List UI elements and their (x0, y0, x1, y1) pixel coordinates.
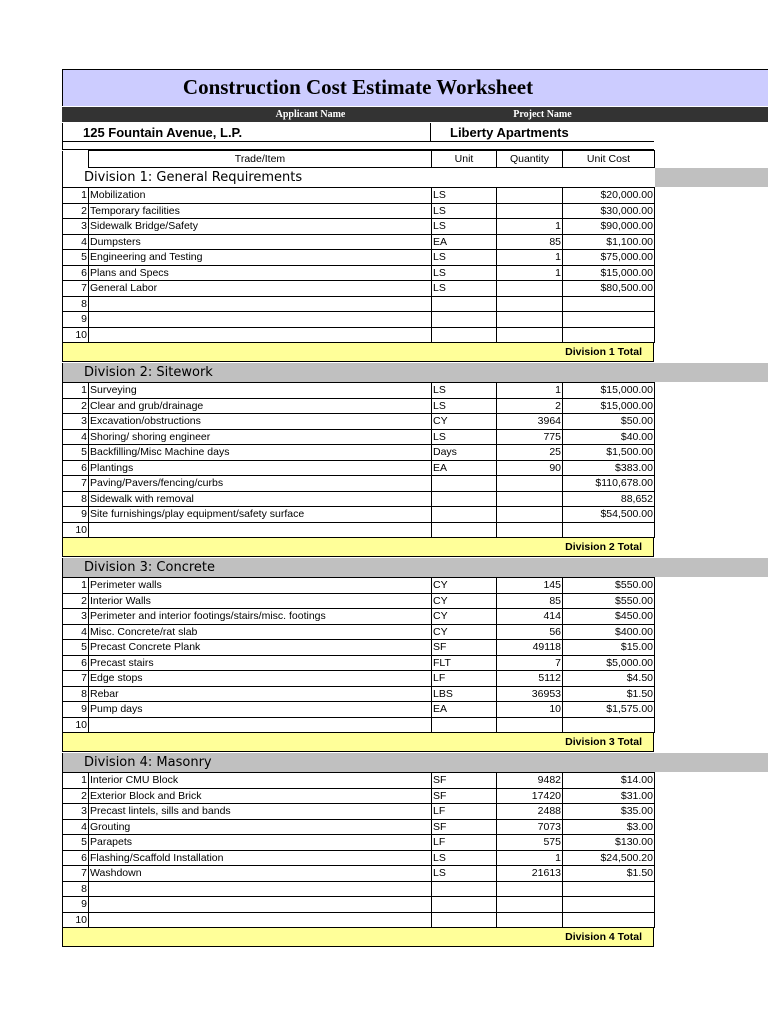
trade-item-cell[interactable]: Pump days (89, 702, 432, 718)
trade-item-cell[interactable]: General Labor (89, 281, 432, 297)
trade-item-cell[interactable]: Plans and Specs (89, 265, 432, 281)
quantity-cell[interactable] (497, 912, 563, 928)
unit-cost-cell[interactable]: $31.00 (563, 788, 655, 804)
table-row (63, 578, 655, 594)
unit-cell[interactable]: SF (432, 640, 497, 656)
trade-item-cell[interactable]: Precast stairs (89, 655, 432, 671)
unit-cell[interactable]: EA (432, 460, 497, 476)
trade-item-cell[interactable] (89, 296, 432, 312)
unit-cost-cell[interactable] (563, 327, 655, 343)
unit-cell[interactable]: LS (432, 866, 497, 882)
unit-cell[interactable] (432, 522, 497, 538)
unit-cost-cell[interactable] (563, 296, 655, 312)
table-row (63, 327, 655, 343)
quantity-cell[interactable]: 145 (497, 578, 563, 594)
unit-cost-cell[interactable]: $130.00 (563, 835, 655, 851)
unit-cell[interactable]: SF (432, 788, 497, 804)
unit-cell[interactable] (432, 491, 497, 507)
unit-cost-cell[interactable]: $5,000.00 (563, 655, 655, 671)
trade-item-cell[interactable]: Perimeter and interior footings/stairs/misc. footings (89, 609, 432, 625)
quantity-cell[interactable]: 7073 (497, 819, 563, 835)
quantity-cell[interactable]: 5112 (497, 671, 563, 687)
trade-item-cell[interactable]: Edge stops (89, 671, 432, 687)
unit-cost-cell[interactable]: $1,575.00 (563, 702, 655, 718)
unit-cell[interactable]: LF (432, 835, 497, 851)
row-number: 8 (63, 686, 89, 702)
table-row (63, 383, 655, 399)
unit-cell[interactable]: CY (432, 578, 497, 594)
division-section (62, 753, 768, 947)
unit-cell[interactable] (432, 881, 497, 897)
unit-cell[interactable]: EA (432, 234, 497, 250)
division-section (62, 168, 768, 362)
unit-cell[interactable] (432, 717, 497, 733)
quantity-cell[interactable]: 49118 (497, 640, 563, 656)
unit-cost-cell[interactable]: $1.50 (563, 686, 655, 702)
quantity-cell[interactable]: 9482 (497, 773, 563, 789)
trade-item-cell[interactable]: Dumpsters (89, 234, 432, 250)
quantity-cell[interactable]: 10 (497, 702, 563, 718)
table-row (63, 296, 655, 312)
quantity-cell[interactable] (497, 203, 563, 219)
row-number: 4 (63, 819, 89, 835)
project-name-label: Project Name (513, 109, 572, 120)
trade-item-cell[interactable]: Flashing/Scaffold Installation (89, 850, 432, 866)
unit-cost-cell[interactable]: $450.00 (563, 609, 655, 625)
quantity-cell[interactable] (497, 327, 563, 343)
trade-item-cell[interactable]: Parapets (89, 835, 432, 851)
quantity-cell[interactable]: 56 (497, 624, 563, 640)
trade-item-cell[interactable]: Clear and grub/drainage (89, 398, 432, 414)
unit-cost-cell[interactable]: $400.00 (563, 624, 655, 640)
division-total: Division 1 Total (62, 343, 654, 362)
quantity-header: Quantity (497, 151, 563, 168)
unit-cell[interactable]: LS (432, 281, 497, 297)
row-number: 3 (63, 609, 89, 625)
trade-item-cell[interactable]: Precast lintels, sills and bands (89, 804, 432, 820)
quantity-cell[interactable]: 85 (497, 593, 563, 609)
table-row (63, 624, 655, 640)
unit-cost-cell[interactable]: $54,500.00 (563, 507, 655, 523)
trade-item-cell[interactable]: Shoring/ shoring engineer (89, 429, 432, 445)
division-title: Division 3: Concrete (62, 558, 768, 577)
division-line-items (62, 772, 655, 928)
unit-header: Unit (432, 151, 497, 168)
table-row (63, 804, 655, 820)
unit-cost-cell[interactable]: $30,000.00 (563, 203, 655, 219)
table-row (63, 609, 655, 625)
table-row (63, 507, 655, 523)
table-row (63, 835, 655, 851)
applicant-name-value[interactable]: 125 Fountain Avenue, L.P. (62, 123, 431, 142)
unit-cost-cell[interactable]: $15.00 (563, 640, 655, 656)
unit-cell[interactable] (432, 897, 497, 913)
project-name-value[interactable]: Liberty Apartments (431, 123, 654, 142)
unit-cell[interactable]: CY (432, 624, 497, 640)
unit-cost-cell[interactable]: $75,000.00 (563, 250, 655, 266)
division-title: Division 4: Masonry (62, 753, 768, 772)
table-row (63, 702, 655, 718)
trade-item-cell[interactable] (89, 522, 432, 538)
row-number: 5 (63, 445, 89, 461)
table-row (63, 686, 655, 702)
row-number: 5 (63, 835, 89, 851)
table-row (63, 265, 655, 281)
unit-cell[interactable]: LS (432, 850, 497, 866)
trade-item-cell[interactable]: Backfilling/Misc Machine days (89, 445, 432, 461)
unit-cell[interactable]: LS (432, 219, 497, 235)
table-row (63, 281, 655, 297)
trade-item-cell[interactable] (89, 717, 432, 733)
unit-cost-cell[interactable]: $35.00 (563, 804, 655, 820)
trade-item-cell[interactable] (89, 897, 432, 913)
unit-cell[interactable] (432, 912, 497, 928)
quantity-cell[interactable] (497, 491, 563, 507)
row-number: 2 (63, 788, 89, 804)
unit-cost-cell[interactable]: $110,678.00 (563, 476, 655, 492)
table-row (63, 788, 655, 804)
table-row (63, 773, 655, 789)
unit-cell[interactable] (432, 476, 497, 492)
trade-item-cell[interactable]: Exterior Block and Brick (89, 788, 432, 804)
table-row (63, 414, 655, 430)
trade-item-cell[interactable]: Interior Walls (89, 593, 432, 609)
unit-cost-cell[interactable]: $40.00 (563, 429, 655, 445)
quantity-cell[interactable] (497, 717, 563, 733)
table-row (63, 819, 655, 835)
unit-cost-cell[interactable]: $24,500.20 (563, 850, 655, 866)
row-number: 1 (63, 188, 89, 204)
table-row (63, 188, 655, 204)
trade-item-cell[interactable]: Plantings (89, 460, 432, 476)
trade-item-cell[interactable]: Excavation/obstructions (89, 414, 432, 430)
quantity-cell[interactable]: 1 (497, 850, 563, 866)
quantity-cell[interactable] (497, 522, 563, 538)
table-row (63, 250, 655, 266)
trade-item-cell[interactable]: Rebar (89, 686, 432, 702)
trade-item-cell[interactable] (89, 312, 432, 328)
division-total: Division 4 Total (62, 928, 654, 947)
row-number: 7 (63, 866, 89, 882)
table-row (63, 219, 655, 235)
table-row (63, 491, 655, 507)
trade-item-cell[interactable]: Site furnishings/play equipment/safety surface (89, 507, 432, 523)
table-row (63, 640, 655, 656)
trade-item-cell[interactable]: Interior CMU Block (89, 773, 432, 789)
unit-cost-header: Unit Cost (563, 151, 655, 168)
trade-item-cell[interactable]: Engineering and Testing (89, 250, 432, 266)
row-number: 9 (63, 507, 89, 523)
unit-cost-cell[interactable] (563, 522, 655, 538)
table-row (63, 850, 655, 866)
unit-cell[interactable]: CY (432, 609, 497, 625)
row-number: 1 (63, 383, 89, 399)
row-number: 10 (63, 912, 89, 928)
quantity-cell[interactable]: 21613 (497, 866, 563, 882)
row-number: 6 (63, 460, 89, 476)
row-number: 8 (63, 881, 89, 897)
unit-cell[interactable]: LS (432, 383, 497, 399)
trade-item-cell[interactable]: Perimeter walls (89, 578, 432, 594)
trade-item-cell[interactable]: Paving/Pavers/fencing/curbs (89, 476, 432, 492)
quantity-cell[interactable]: 36953 (497, 686, 563, 702)
trade-item-cell[interactable] (89, 881, 432, 897)
unit-cell[interactable] (432, 507, 497, 523)
unit-cell[interactable]: EA (432, 702, 497, 718)
table-row (63, 522, 655, 538)
unit-cost-cell[interactable]: $15,000.00 (563, 383, 655, 399)
applicant-name-label: Applicant Name (275, 109, 346, 120)
table-row (63, 866, 655, 882)
row-number: 9 (63, 312, 89, 328)
quantity-cell[interactable]: 575 (497, 835, 563, 851)
column-header-row (62, 150, 655, 168)
quantity-cell[interactable]: 1 (497, 219, 563, 235)
row-number: 1 (63, 773, 89, 789)
quantity-cell[interactable]: 25 (497, 445, 563, 461)
trade-item-cell[interactable] (89, 327, 432, 343)
row-number: 4 (63, 234, 89, 250)
unit-cell[interactable]: SF (432, 819, 497, 835)
row-number: 10 (63, 717, 89, 733)
unit-cell[interactable]: LS (432, 188, 497, 204)
trade-item-header: Trade/Item (89, 151, 432, 168)
division-line-items (62, 577, 655, 733)
unit-cell[interactable]: LS (432, 398, 497, 414)
trade-item-cell[interactable]: Surveying (89, 383, 432, 399)
trade-item-cell[interactable]: Washdown (89, 866, 432, 882)
unit-cell[interactable] (432, 327, 497, 343)
unit-cost-cell[interactable]: $1,500.00 (563, 445, 655, 461)
row-number: 4 (63, 624, 89, 640)
quantity-cell[interactable]: 2 (497, 398, 563, 414)
table-row (63, 717, 655, 733)
division-title: Division 2: Sitework (62, 363, 768, 382)
quantity-cell[interactable]: 1 (497, 265, 563, 281)
quantity-cell[interactable]: 90 (497, 460, 563, 476)
quantity-cell[interactable]: 775 (497, 429, 563, 445)
unit-cell[interactable]: LS (432, 203, 497, 219)
division-section (62, 363, 768, 557)
row-number: 3 (63, 414, 89, 430)
row-number: 2 (63, 593, 89, 609)
spacer-row (62, 142, 654, 150)
unit-cost-cell[interactable]: $550.00 (563, 593, 655, 609)
quantity-cell[interactable] (497, 296, 563, 312)
division-total: Division 3 Total (62, 733, 654, 752)
unit-cell[interactable]: FLT (432, 655, 497, 671)
trade-item-cell[interactable]: Mobilization (89, 188, 432, 204)
row-number: 2 (63, 203, 89, 219)
quantity-cell[interactable] (497, 476, 563, 492)
table-row (63, 476, 655, 492)
unit-cost-cell[interactable]: $50.00 (563, 414, 655, 430)
unit-cell[interactable]: LS (432, 265, 497, 281)
unit-cell[interactable]: LS (432, 429, 497, 445)
quantity-cell[interactable]: 85 (497, 234, 563, 250)
unit-cost-cell[interactable] (563, 717, 655, 733)
unit-cost-cell[interactable]: 88,652 (563, 491, 655, 507)
row-number: 5 (63, 250, 89, 266)
unit-cell[interactable] (432, 296, 497, 312)
division-line-items (62, 187, 655, 343)
row-number: 7 (63, 671, 89, 687)
table-row (63, 445, 655, 461)
unit-cost-cell[interactable] (563, 881, 655, 897)
quantity-cell[interactable]: 414 (497, 609, 563, 625)
unit-cost-cell[interactable]: $1.50 (563, 866, 655, 882)
trade-item-cell[interactable]: Sidewalk Bridge/Safety (89, 219, 432, 235)
table-row (63, 203, 655, 219)
row-number: 8 (63, 296, 89, 312)
row-number-header (63, 151, 89, 168)
row-number: 6 (63, 655, 89, 671)
row-number: 9 (63, 702, 89, 718)
table-row (63, 460, 655, 476)
unit-cost-cell[interactable]: $90,000.00 (563, 219, 655, 235)
unit-cost-cell[interactable]: $383.00 (563, 460, 655, 476)
unit-cost-cell[interactable]: $1,100.00 (563, 234, 655, 250)
row-number: 6 (63, 850, 89, 866)
division-total: Division 2 Total (62, 538, 654, 557)
unit-cell[interactable]: Days (432, 445, 497, 461)
unit-cell[interactable]: LS (432, 250, 497, 266)
row-number: 9 (63, 897, 89, 913)
unit-cost-cell[interactable]: $15,000.00 (563, 265, 655, 281)
row-number: 5 (63, 640, 89, 656)
trade-item-cell[interactable]: Grouting (89, 819, 432, 835)
quantity-cell[interactable]: 1 (497, 383, 563, 399)
table-row (63, 429, 655, 445)
unit-cost-cell[interactable]: $4.50 (563, 671, 655, 687)
trade-item-cell[interactable]: Precast Concrete Plank (89, 640, 432, 656)
row-number: 8 (63, 491, 89, 507)
table-row (63, 234, 655, 250)
table-row (63, 881, 655, 897)
trade-item-cell[interactable]: Sidewalk with removal (89, 491, 432, 507)
unit-cell[interactable]: SF (432, 773, 497, 789)
quantity-cell[interactable]: 7 (497, 655, 563, 671)
unit-cell[interactable]: CY (432, 414, 497, 430)
table-row (63, 655, 655, 671)
row-number: 7 (63, 476, 89, 492)
unit-cost-cell[interactable] (563, 312, 655, 328)
division-title: Division 1: General Requirements (62, 168, 768, 187)
table-row (63, 593, 655, 609)
unit-cost-cell[interactable]: $14.00 (563, 773, 655, 789)
quantity-cell[interactable]: 17420 (497, 788, 563, 804)
unit-cell[interactable]: CY (432, 593, 497, 609)
unit-cost-cell[interactable]: $550.00 (563, 578, 655, 594)
table-row (63, 312, 655, 328)
division-section (62, 558, 768, 752)
quantity-cell[interactable] (497, 507, 563, 523)
unit-cost-cell[interactable] (563, 897, 655, 913)
row-number: 6 (63, 265, 89, 281)
row-number: 10 (63, 522, 89, 538)
trade-item-cell[interactable]: Temporary facilities (89, 203, 432, 219)
quantity-cell[interactable] (497, 881, 563, 897)
division-line-items (62, 382, 655, 538)
quantity-cell[interactable] (497, 312, 563, 328)
table-row (63, 912, 655, 928)
quantity-cell[interactable] (497, 281, 563, 297)
quantity-cell[interactable]: 1 (497, 250, 563, 266)
table-row (63, 671, 655, 687)
trade-item-cell[interactable]: Misc. Concrete/rat slab (89, 624, 432, 640)
row-number: 3 (63, 219, 89, 235)
unit-cost-cell[interactable] (563, 912, 655, 928)
unit-cell[interactable]: LF (432, 804, 497, 820)
trade-item-cell[interactable] (89, 912, 432, 928)
row-number: 2 (63, 398, 89, 414)
row-number: 3 (63, 804, 89, 820)
unit-cell[interactable]: LF (432, 671, 497, 687)
table-row (63, 897, 655, 913)
unit-cost-cell[interactable]: $80,500.00 (563, 281, 655, 297)
unit-cell[interactable] (432, 312, 497, 328)
table-row (63, 398, 655, 414)
unit-cell[interactable]: LBS (432, 686, 497, 702)
row-number: 4 (63, 429, 89, 445)
row-number: 1 (63, 578, 89, 594)
quantity-cell[interactable]: 3964 (497, 414, 563, 430)
unit-cost-cell[interactable]: $20,000.00 (563, 188, 655, 204)
unit-cost-cell[interactable]: $3.00 (563, 819, 655, 835)
quantity-cell[interactable]: 2488 (497, 804, 563, 820)
row-number: 10 (63, 327, 89, 343)
unit-cost-cell[interactable]: $15,000.00 (563, 398, 655, 414)
quantity-cell[interactable] (497, 188, 563, 204)
row-number: 7 (63, 281, 89, 297)
worksheet-title: Construction Cost Estimate Worksheet (182, 75, 534, 99)
quantity-cell[interactable] (497, 897, 563, 913)
